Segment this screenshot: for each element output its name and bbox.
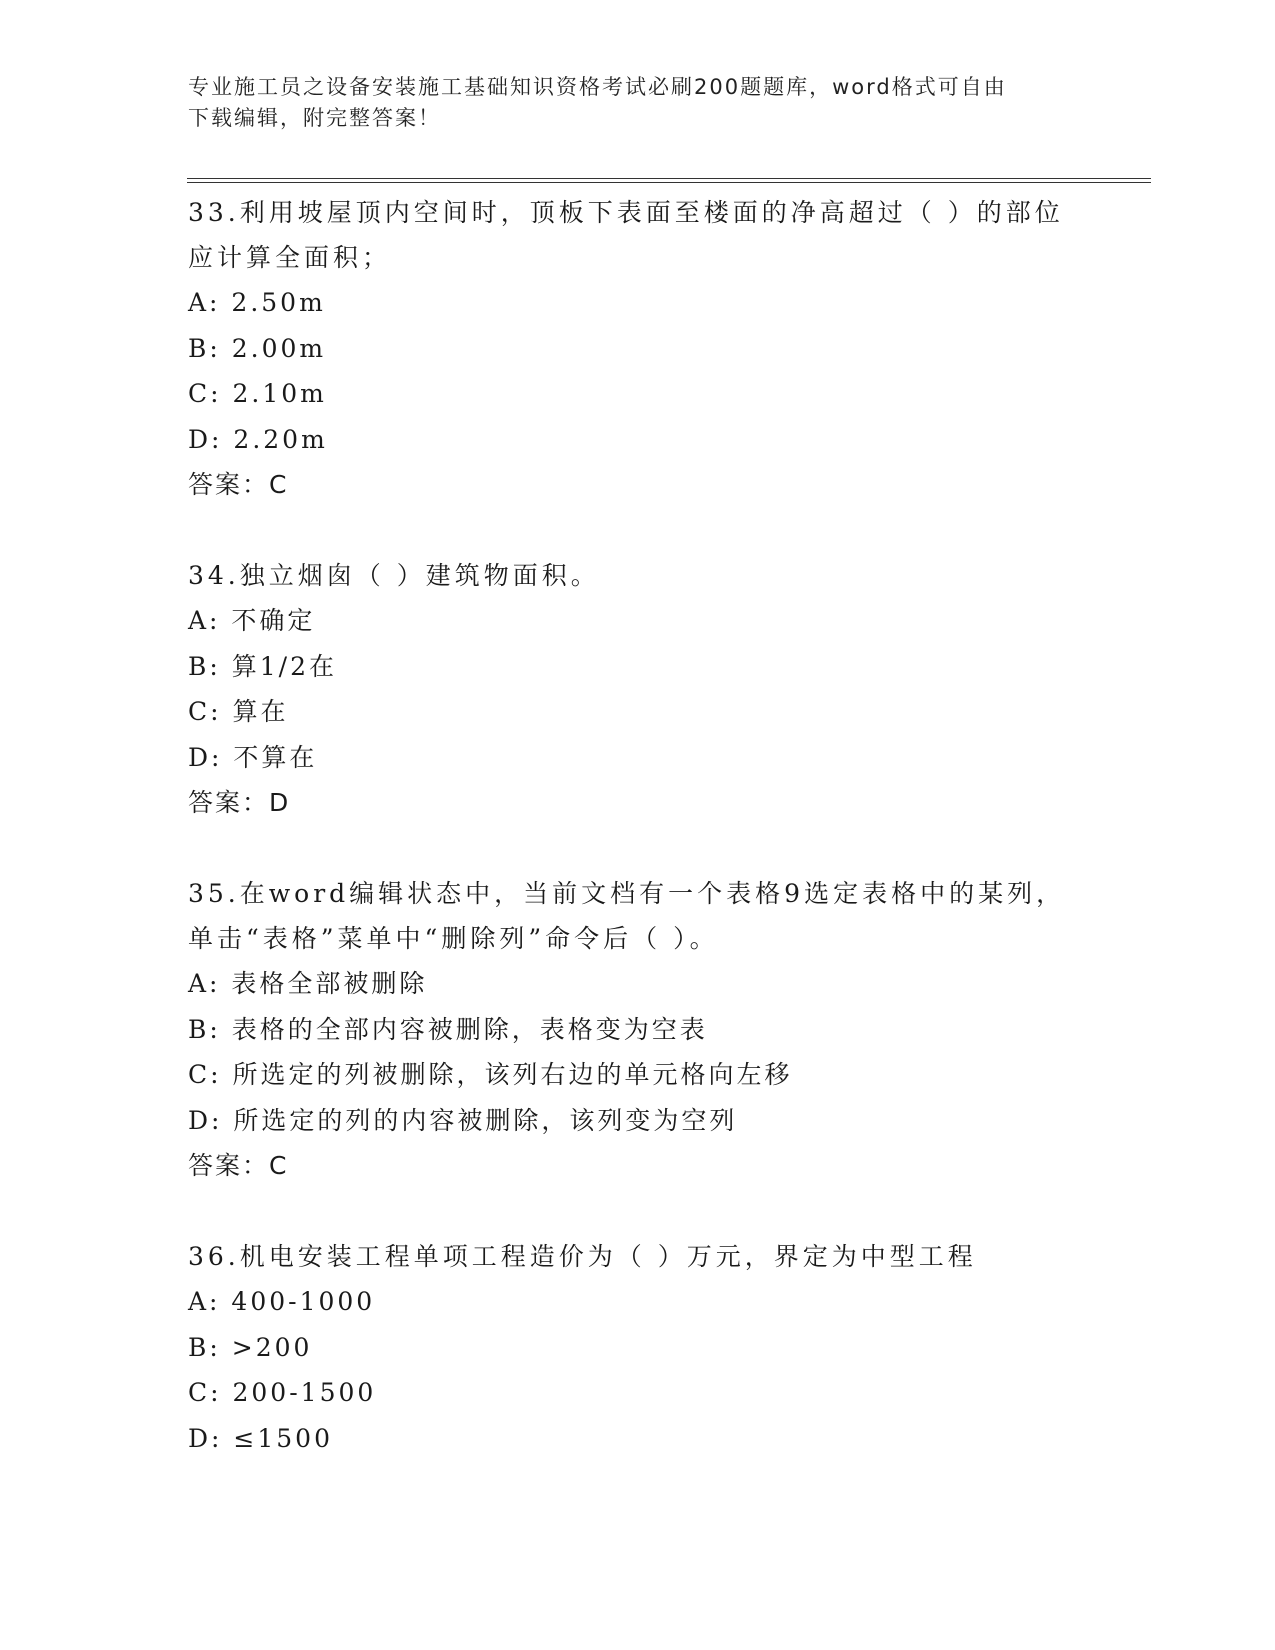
header-divider-top <box>187 178 1151 179</box>
answer-line: 答案：C <box>188 470 289 499</box>
question-stem-line: 35.在word编辑状态中，当前文档有一个表格9选定表格中的某列， <box>188 879 1066 908</box>
answer-line: 答案：D <box>188 788 291 817</box>
header-line-2: 下载编辑，附完整答案！ <box>188 106 441 130</box>
question-35 <box>188 871 1088 1188</box>
question-stem-line: 34.独立烟囱（ ）建筑物面积。 <box>188 561 600 590</box>
option-d: D: 所选定的列的内容被删除，该列变为空列 <box>188 1105 738 1135</box>
question-36 <box>188 1234 1088 1461</box>
option-c: C: 200-1500 <box>188 1378 377 1407</box>
question-stem-line: 36.机电安装工程单项工程造价为（ ）万元，界定为中型工程 <box>188 1242 977 1271</box>
option-a: A: 不确定 <box>188 606 316 635</box>
header-line-1: 专业施工员之设备安装施工基础知识资格考试必刷200题题库，word格式可自由 <box>188 75 1007 99</box>
document-header <box>188 72 1068 134</box>
question-list <box>188 190 1088 1507</box>
option-c: C: 所选定的列被删除，该列右边的单元格向左移 <box>188 1060 793 1089</box>
option-d: D: 2.20m <box>188 424 328 454</box>
option-a: A: 400-1000 <box>188 1287 376 1316</box>
option-b: B: 表格的全部内容被删除，表格变为空表 <box>188 1014 708 1044</box>
question-stem-line: 单击“表格”菜单中“删除列”命令后（ ）。 <box>188 924 719 953</box>
option-a: A: 2.50m <box>188 288 326 317</box>
option-d: D: 不算在 <box>188 742 318 772</box>
answer-line: 答案：C <box>188 1151 289 1180</box>
option-a: A: 表格全部被删除 <box>188 969 428 998</box>
option-b: B: >200 <box>188 1332 313 1362</box>
option-b: B: 算1/2在 <box>188 651 337 681</box>
question-33 <box>188 190 1088 507</box>
question-stem-line: 33.利用坡屋顶内空间时，顶板下表面至楼面的净高超过（ ）的部位 <box>188 198 1064 227</box>
option-d: D: ≤1500 <box>188 1423 333 1453</box>
option-b: B: 2.00m <box>188 333 327 363</box>
question-stem-line: 应计算全面积； <box>188 243 392 272</box>
question-34 <box>188 553 1088 825</box>
header-divider-bottom <box>187 182 1151 183</box>
option-c: C: 算在 <box>188 697 289 726</box>
option-c: C: 2.10m <box>188 379 327 408</box>
